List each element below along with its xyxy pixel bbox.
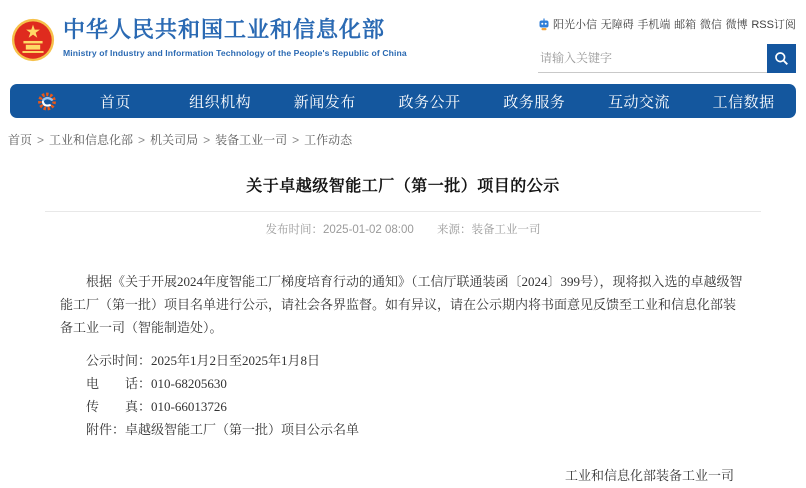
breadcrumb-miit[interactable]: 工业和信息化部 [49, 133, 134, 147]
breadcrumb-separator: > [292, 133, 300, 147]
contact-info-block [60, 350, 746, 441]
publish-time-value: 2025-01-02 08:00 [322, 224, 414, 236]
nav-item-organization[interactable]: 组织机构 [189, 93, 252, 111]
quick-link-mobile[interactable]: 手机端 [637, 19, 671, 31]
nav-item-gov-affairs[interactable]: 政务公开 [398, 93, 461, 111]
attachment-line [60, 419, 746, 442]
main-nav [10, 84, 796, 118]
site-brand-text [63, 16, 407, 58]
nav-item-news[interactable]: 新闻发布 [293, 93, 356, 111]
source-label: 来源： [437, 224, 472, 236]
nav-item-home[interactable]: 首页 [99, 93, 131, 111]
info-line-period: 公示时间：2025年1月2日至2025年1月8日 [86, 353, 321, 369]
quick-link-assistant[interactable] [538, 16, 597, 32]
publish-time-label: 发布时间： [265, 224, 323, 236]
quick-link-mail[interactable]: 邮箱 [674, 19, 697, 31]
article-body [45, 271, 761, 488]
quick-link-wechat[interactable]: 微信 [699, 19, 722, 31]
site-title: 中华人民共和国工业和信息化部 [63, 17, 386, 42]
attachment-label: 附件： [86, 421, 126, 437]
header-utilities [538, 16, 796, 74]
breadcrumb-separator: > [138, 133, 146, 147]
quick-link-rss[interactable]: RSS订阅 [751, 19, 796, 31]
quick-links [538, 16, 796, 32]
breadcrumb-departments[interactable]: 机关司局 [150, 133, 199, 147]
breadcrumb-equipment-dept[interactable]: 装备工业一司 [215, 133, 288, 147]
quick-link-accessibility[interactable]: 无障碍 [600, 19, 634, 31]
miit-gear-logo-icon[interactable] [36, 90, 59, 113]
breadcrumb-separator: > [203, 133, 211, 147]
quick-link-label: 阳光小信 [553, 19, 597, 31]
article-signature: 工业和信息化部装备工业一司 [564, 468, 734, 484]
source [437, 224, 541, 236]
breadcrumb-separator: > [37, 133, 45, 147]
info-line-fax: 传 真：010-66013726 [86, 398, 227, 414]
breadcrumb-home[interactable]: 首页 [8, 133, 33, 147]
magnifier-icon [774, 51, 789, 66]
attachment-link[interactable]: 卓越级智能工厂（第一批）项目公示名单 [125, 421, 360, 437]
site-brand[interactable] [10, 16, 407, 74]
quick-link-weibo[interactable]: 微博 [725, 19, 748, 31]
search-input[interactable] [538, 46, 767, 73]
search-button[interactable] [767, 44, 796, 73]
article-meta [45, 221, 761, 237]
publish-time [265, 224, 413, 236]
info-line-phone: 电 话：010-68205630 [86, 376, 227, 391]
nav-item-interaction[interactable]: 互动交流 [607, 93, 670, 111]
robot-icon [538, 18, 550, 31]
nav-items [63, 91, 796, 112]
nav-item-gov-services[interactable]: 政务服务 [503, 93, 566, 111]
source-value: 装备工业一司 [471, 224, 541, 236]
breadcrumb [0, 118, 806, 148]
title-divider [45, 211, 761, 212]
site-subtitle: Ministry of Industry and Information Technology of the People's Republic of China [63, 47, 407, 58]
site-header [0, 0, 806, 74]
article [0, 173, 806, 488]
breadcrumb-work-updates[interactable]: 工作动态 [304, 133, 353, 147]
article-paragraph: 根据《关于开展2024年度智能工厂梯度培育行动的通知》（工信厅联通装函〔2024〕399号），现将拟入选的卓越级智能工厂（第一批）项目名单进行公示，请社会各界监督。如有异议，请在公示期内将书面意见反馈至工业和信息化部装备工业一司（智能制造处）。 [60, 274, 743, 335]
national-emblem-icon [10, 17, 56, 63]
page-title: 关于卓越级智能工厂（第一批）项目的公示 [246, 178, 560, 195]
nav-item-miit-data[interactable]: 工信数据 [712, 93, 775, 111]
search-bar [538, 44, 796, 73]
